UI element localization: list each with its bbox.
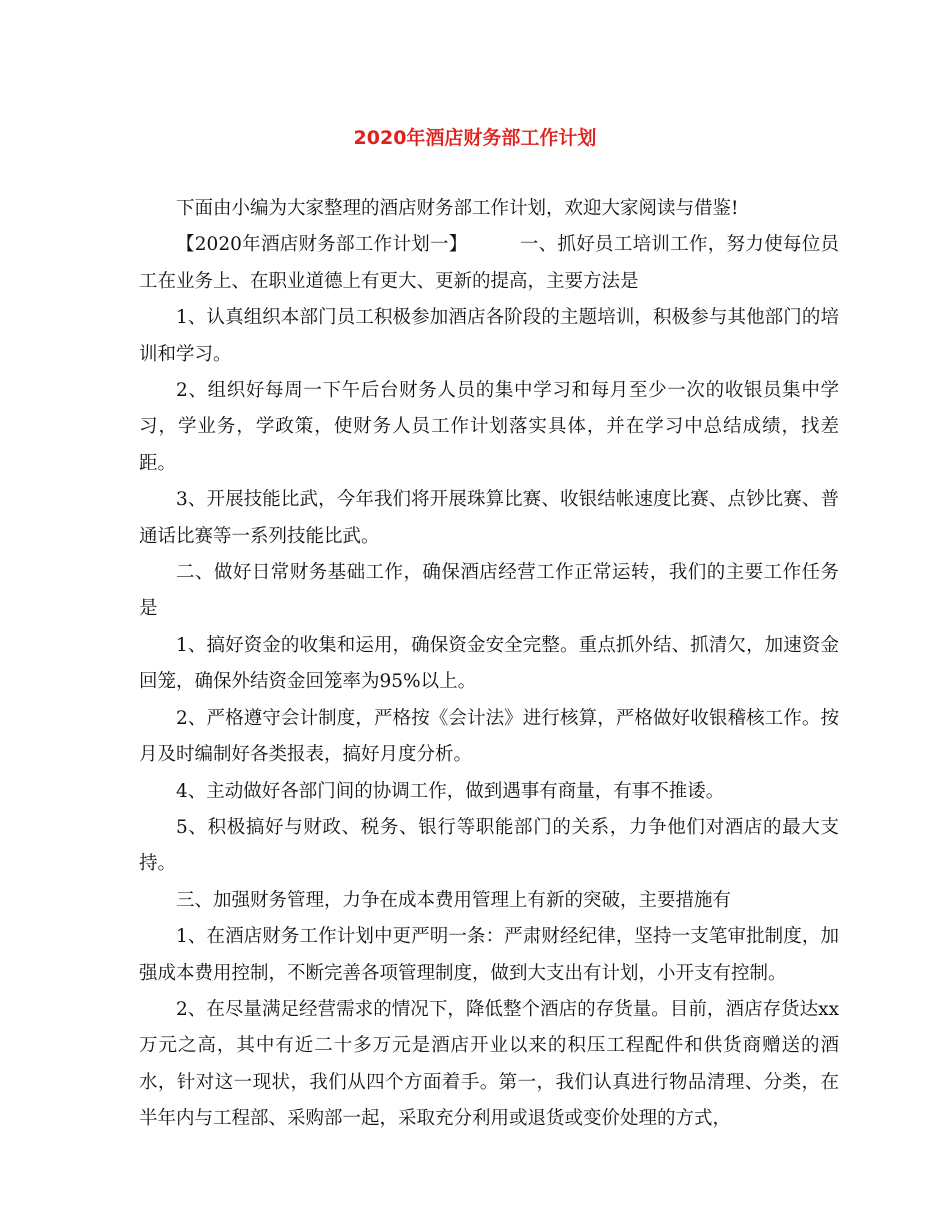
paragraph-9: 5、积极搞好与财政、税务、银行等职能部门的关系，力争他们对酒店的最大支持。 [139,816,839,875]
paragraph-5: 二、做好日常财务基础工作，确保酒店经营工作正常运转，我们的主要工作任务是 [139,562,839,620]
section-header: 【2020年酒店财务部工作计划一】 [176,234,468,256]
document-body [139,191,839,1138]
paragraph-1: 一、抓好员工培训工作，努力使每位员工在业务上、在职业道德上有更大、更新的提高，主要方法是 [139,234,839,292]
paragraph-7: 2、严格遵守会计制度，严格按《会计法》进行核算，严格做好收银稽核工作。按月及时编制好各类报表，搞好月度分析。 [139,707,839,766]
intro-paragraph: 下面由小编为大家整理的酒店财务部工作计划，欢迎大家阅读与借鉴! [176,198,739,219]
paragraph-12: 2、在尽量满足经营需求的情况下，降低整个酒店的存货量。目前，酒店存货达xx万元之高，其中有近二十多万元是酒店开业以来的积压工程配件和供货商赠送的酒水，针对这一现状，我们从四个方面着手。第一，我们认真进行物品清理、分类，在半年内与工程部、采购部一起，采取充分利用或退货或变价处理的方式， [139,998,839,1130]
paragraph-8: 4、主动做好各部门间的协调工作，做到遇事有商量，有事不推诿。 [176,780,725,802]
paragraph-6: 1、搞好资金的收集和运用，确保资金安全完整。重点抓外结、抓清欠，加速资金回笼，确保外结资金回笼率为95%以上。 [139,634,839,693]
paragraph-10: 三、加强财务管理，力争在成本费用管理上有新的突破，主要措施有 [176,889,732,911]
paragraph-3: 2、组织好每周一下午后台财务人员的集中学习和每月至少一次的收银员集中学习，学业务，学政策，使财务人员工作计划落实具体，并在学习中总结成绩，找差距。 [139,380,839,474]
section-paragraph [139,227,839,300]
document-title: 2020年酒店财务部工作计划 [353,127,597,149]
paragraph-4: 3、开展技能比武，今年我们将开展珠算比赛、收银结帐速度比赛、点钞比赛、普通话比赛等一系列技能比武。 [139,489,839,547]
paragraph-11: 1、在酒店财务工作计划中更严明一条：严肃财经纪律，坚持一支笔审批制度，加强成本费用控制，不断完善各项管理制度，做到大支出有计划，小开支有控制。 [139,926,839,984]
paragraph-2: 1、认真组织本部门员工积极参加酒店各阶段的主题培训，积极参与其他部门的培训和学习。 [139,307,839,365]
